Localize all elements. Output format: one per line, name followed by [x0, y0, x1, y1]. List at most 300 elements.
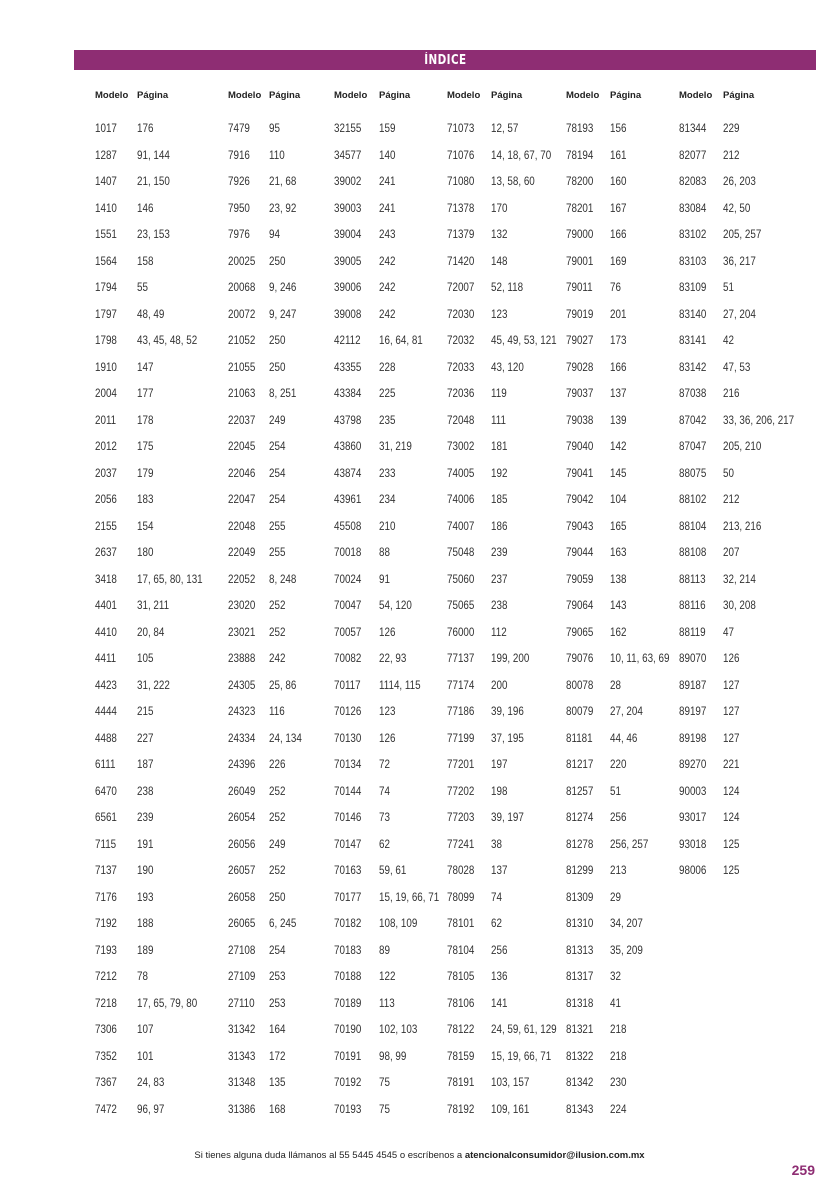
index-row — [95, 996, 217, 1023]
model-number: 24396 — [228, 757, 256, 771]
page-reference: 35, 209 — [610, 942, 643, 957]
page-reference: 190 — [137, 863, 154, 877]
index-row — [447, 1049, 571, 1076]
page-reference: 254 — [269, 942, 286, 957]
index-row — [334, 837, 452, 864]
index-column-4 — [447, 90, 571, 1128]
index-row — [566, 704, 683, 731]
page-reference: 123 — [379, 704, 396, 718]
page-reference: 159 — [379, 121, 396, 135]
page-reference: 238 — [137, 783, 154, 798]
page-header: Página — [610, 90, 642, 101]
model-number: 7367 — [95, 1075, 117, 1089]
index-row — [334, 545, 452, 572]
model-number: 87038 — [679, 386, 707, 400]
page-reference: 218 — [610, 1048, 627, 1063]
index-row — [95, 413, 217, 440]
page-reference: 252 — [269, 863, 286, 877]
page-header: Página — [137, 90, 169, 101]
model-number: 79042 — [566, 492, 594, 506]
page-reference: 250 — [269, 333, 286, 347]
model-number: 74007 — [447, 518, 475, 533]
page-reference: 235 — [379, 412, 396, 427]
page-reference: 140 — [379, 147, 396, 162]
index-row — [95, 307, 217, 334]
index-row — [566, 651, 683, 678]
page-reference: 180 — [137, 545, 154, 559]
model-number: 81344 — [679, 121, 707, 135]
page-reference: 177 — [137, 386, 154, 400]
model-number: 87042 — [679, 412, 707, 427]
page-header: Página — [491, 90, 523, 101]
page-reference: 188 — [137, 916, 154, 930]
page-reference: 201 — [610, 306, 627, 321]
index-row — [566, 439, 683, 466]
page-reference: 205, 210 — [723, 439, 762, 453]
index-row — [566, 121, 683, 148]
model-number: 88075 — [679, 465, 707, 480]
index-row — [447, 757, 571, 784]
index-row — [566, 201, 683, 228]
index-row — [95, 1102, 217, 1129]
index-row — [447, 598, 571, 625]
page-reference: 256 — [610, 810, 627, 824]
model-number: 81313 — [566, 942, 594, 957]
index-row — [566, 625, 683, 652]
page-reference: 31, 219 — [379, 439, 412, 453]
index-row — [447, 572, 571, 599]
model-number: 2037 — [95, 465, 117, 480]
model-number: 26058 — [228, 889, 256, 904]
page-reference: 137 — [491, 863, 508, 877]
model-number: 72033 — [447, 359, 475, 374]
model-number: 89198 — [679, 730, 707, 745]
page-reference: 252 — [269, 624, 286, 639]
page-reference: 254 — [269, 465, 286, 480]
index-row — [228, 413, 309, 440]
model-number: 70144 — [334, 783, 362, 798]
model-number: 26049 — [228, 783, 256, 798]
model-number: 22047 — [228, 492, 256, 506]
page-reference: 165 — [610, 518, 627, 533]
model-number: 4410 — [95, 624, 117, 639]
page-reference: 229 — [723, 121, 740, 135]
index-row — [679, 757, 810, 784]
model-number: 74006 — [447, 492, 475, 506]
model-number: 70024 — [334, 571, 362, 586]
model-number: 70082 — [334, 651, 362, 665]
page-reference: 122 — [379, 969, 396, 983]
page-reference: 162 — [610, 624, 627, 639]
model-number: 88108 — [679, 545, 707, 559]
page-reference: 136 — [491, 969, 508, 983]
model-number: 81278 — [566, 836, 594, 851]
page-reference: 179 — [137, 465, 154, 480]
page-reference: 52, 118 — [491, 280, 524, 294]
page-reference: 39, 197 — [491, 810, 524, 824]
model-number: 32155 — [334, 121, 362, 135]
column-header — [566, 90, 683, 106]
page-header: Página — [269, 90, 301, 101]
model-number: 7926 — [228, 174, 250, 188]
index-row — [679, 545, 810, 572]
page-reference: 110 — [269, 147, 285, 162]
model-number: 81299 — [566, 863, 594, 877]
index-row — [228, 916, 309, 943]
index-row — [95, 174, 217, 201]
index-row — [679, 254, 810, 281]
page-reference: 51 — [610, 783, 621, 798]
index-row — [447, 307, 571, 334]
page-reference: 252 — [269, 783, 286, 798]
page-reference: 1114, 115 — [379, 677, 421, 692]
page-reference: 37, 195 — [491, 730, 524, 745]
model-number: 90003 — [679, 783, 707, 798]
model-number: 79001 — [566, 253, 594, 268]
index-row — [566, 598, 683, 625]
page-reference: 25, 86 — [269, 677, 297, 692]
model-number: 82083 — [679, 174, 707, 188]
index-row — [334, 307, 452, 334]
index-row — [228, 545, 309, 572]
index-row — [566, 360, 683, 387]
page-reference: 9, 247 — [269, 306, 297, 321]
model-number: 24323 — [228, 704, 256, 718]
model-number: 70190 — [334, 1022, 362, 1036]
page-reference: 254 — [269, 439, 286, 453]
index-column-1 — [95, 90, 217, 1128]
model-number: 77137 — [447, 651, 475, 665]
index-row — [228, 254, 309, 281]
index-row — [566, 784, 683, 811]
index-row — [334, 174, 452, 201]
index-row — [95, 757, 217, 784]
model-number: 81318 — [566, 995, 594, 1010]
model-number: 70192 — [334, 1075, 362, 1089]
index-row — [95, 625, 217, 652]
index-row — [334, 625, 452, 652]
index-row — [334, 333, 452, 360]
model-number: 83142 — [679, 359, 707, 374]
page-reference: 111 — [491, 412, 506, 427]
index-row — [228, 863, 309, 890]
model-number: 89197 — [679, 704, 707, 718]
page-reference: 242 — [269, 651, 286, 665]
index-row — [566, 757, 683, 784]
model-number: 78106 — [447, 995, 475, 1010]
model-number: 81310 — [566, 916, 594, 930]
page-reference: 146 — [137, 200, 154, 215]
model-number: 7950 — [228, 200, 250, 215]
model-number: 1287 — [95, 147, 117, 162]
page-reference: 249 — [269, 836, 286, 851]
model-number: 83140 — [679, 306, 707, 321]
index-row — [447, 492, 571, 519]
page-reference: 141 — [491, 995, 508, 1010]
index-row — [228, 280, 309, 307]
page-reference: 166 — [610, 227, 627, 241]
model-number: 70188 — [334, 969, 362, 983]
model-number: 88116 — [679, 598, 706, 612]
index-row — [334, 863, 452, 890]
page-reference: 186 — [491, 518, 508, 533]
model-number: 23021 — [228, 624, 256, 639]
model-header: Modelo — [566, 90, 600, 101]
page-reference: 207 — [723, 545, 740, 559]
page-reference: 51 — [723, 280, 734, 294]
contact-footer — [0, 1150, 839, 1161]
model-number: 71080 — [447, 174, 475, 188]
index-row — [228, 757, 309, 784]
index-row — [566, 519, 683, 546]
page-reference: 108, 109 — [379, 916, 418, 930]
model-number: 78105 — [447, 969, 475, 983]
model-number: 70146 — [334, 810, 362, 824]
page-reference: 39, 196 — [491, 704, 524, 718]
index-row — [447, 890, 571, 917]
index-row — [566, 1075, 683, 1102]
page-reference: 62 — [379, 836, 390, 851]
index-row — [334, 572, 452, 599]
index-row — [566, 731, 683, 758]
model-number: 88102 — [679, 492, 707, 506]
index-row — [95, 466, 217, 493]
index-row — [334, 413, 452, 440]
page-reference: 243 — [379, 227, 396, 241]
index-row — [228, 943, 309, 970]
model-number: 20072 — [228, 306, 256, 321]
model-number: 78192 — [447, 1101, 475, 1116]
model-number: 70126 — [334, 704, 362, 718]
page-reference: 23, 92 — [269, 200, 297, 215]
page-reference: 124 — [723, 810, 740, 824]
model-number: 43798 — [334, 412, 362, 427]
model-number: 7176 — [95, 889, 117, 904]
page-reference: 234 — [379, 492, 396, 506]
index-row — [228, 731, 309, 758]
page-reference: 230 — [610, 1075, 627, 1089]
model-number: 1407 — [95, 174, 117, 188]
page-reference: 24, 59, 61, 129 — [491, 1022, 557, 1036]
model-number: 4411 — [95, 651, 117, 665]
index-row — [334, 678, 452, 705]
index-row — [679, 439, 810, 466]
model-number: 70134 — [334, 757, 362, 771]
index-row — [95, 439, 217, 466]
page-reference: 54, 120 — [379, 598, 412, 612]
index-row — [566, 227, 683, 254]
page-reference: 148 — [491, 253, 508, 268]
index-row — [228, 307, 309, 334]
page-reference: 15, 19, 66, 71 — [491, 1048, 552, 1063]
page-reference: 43, 120 — [491, 359, 524, 374]
index-row — [679, 572, 810, 599]
page-reference: 14, 18, 67, 70 — [491, 147, 552, 162]
index-row — [447, 837, 571, 864]
index-row — [447, 651, 571, 678]
index-row — [334, 996, 452, 1023]
page-reference: 48, 49 — [137, 306, 165, 321]
model-number: 72036 — [447, 386, 475, 400]
model-number: 72032 — [447, 333, 475, 347]
page-reference: 212 — [723, 147, 740, 162]
model-number: 4488 — [95, 730, 117, 745]
page-reference: 237 — [491, 571, 508, 586]
index-row — [228, 148, 309, 175]
model-number: 75048 — [447, 545, 475, 559]
model-number: 7218 — [95, 995, 117, 1010]
index-row — [679, 784, 810, 811]
footer-email[interactable]: atencionalconsumidor@ilusion.com.mx — [464, 1150, 645, 1161]
page-reference: 218 — [610, 1022, 627, 1036]
model-number: 43355 — [334, 359, 362, 374]
model-number: 27108 — [228, 942, 256, 957]
index-row — [228, 572, 309, 599]
index-row — [95, 1049, 217, 1076]
model-number: 22045 — [228, 439, 256, 453]
column-header — [679, 90, 810, 106]
page-reference: 72 — [379, 757, 390, 771]
index-row — [679, 148, 810, 175]
model-number: 1797 — [95, 306, 117, 321]
page-reference: 32 — [610, 969, 621, 983]
index-row — [447, 784, 571, 811]
page-reference: 139 — [610, 412, 627, 427]
model-number: 7192 — [95, 916, 117, 930]
model-number: 7916 — [228, 147, 250, 162]
index-row — [228, 360, 309, 387]
model-number: 70191 — [334, 1048, 362, 1063]
model-number: 79019 — [566, 306, 594, 321]
model-number: 31348 — [228, 1075, 256, 1089]
page-reference: 27, 204 — [610, 704, 643, 718]
page-reference: 160 — [610, 174, 627, 188]
page-reference: 213 — [610, 863, 627, 877]
index-row — [334, 519, 452, 546]
index-row — [334, 1102, 452, 1129]
index-row — [334, 1022, 452, 1049]
page-reference: 221 — [723, 757, 740, 771]
page-reference: 47, 53 — [723, 359, 751, 374]
page-reference: 187 — [137, 757, 154, 771]
index-header-banner — [74, 50, 816, 70]
index-row — [95, 598, 217, 625]
page-reference: 242 — [379, 280, 396, 294]
page-reference: 158 — [137, 253, 154, 268]
page-reference: 8, 251 — [269, 386, 297, 400]
model-number: 78201 — [566, 200, 594, 215]
model-number: 7137 — [95, 863, 117, 877]
page-reference: 113 — [379, 995, 395, 1010]
model-header: Modelo — [95, 90, 129, 101]
model-number: 22049 — [228, 545, 256, 559]
page-reference: 169 — [610, 253, 627, 268]
page-reference: 32, 214 — [723, 571, 756, 586]
page-reference: 9, 246 — [269, 280, 297, 294]
index-row — [95, 890, 217, 917]
index-row — [228, 519, 309, 546]
index-row — [566, 890, 683, 917]
model-number: 39003 — [334, 200, 362, 215]
page-reference: 250 — [269, 359, 286, 374]
model-number: 79065 — [566, 624, 594, 639]
model-number: 6111 — [95, 757, 116, 771]
index-row — [566, 1022, 683, 1049]
model-number: 22037 — [228, 412, 256, 427]
page-reference: 224 — [610, 1101, 627, 1116]
model-header: Modelo — [679, 90, 713, 101]
page-reference: 21, 68 — [269, 174, 297, 188]
model-number: 79000 — [566, 227, 594, 241]
page-reference: 95 — [269, 121, 280, 135]
page-reference: 220 — [610, 757, 627, 771]
index-row — [228, 227, 309, 254]
index-row — [447, 863, 571, 890]
model-number: 39004 — [334, 227, 362, 241]
page-reference: 112 — [491, 624, 507, 639]
page-reference: 103, 157 — [491, 1075, 530, 1089]
page-reference: 125 — [723, 863, 740, 877]
index-row — [679, 280, 810, 307]
page-reference: 167 — [610, 200, 627, 215]
model-header: Modelo — [447, 90, 481, 101]
model-number: 79076 — [566, 651, 594, 665]
model-number: 2637 — [95, 545, 117, 559]
model-number: 26065 — [228, 916, 256, 930]
model-number: 75060 — [447, 571, 475, 586]
model-number: 80078 — [566, 677, 594, 692]
model-number: 83102 — [679, 227, 707, 241]
index-row — [447, 466, 571, 493]
index-row — [566, 333, 683, 360]
index-row — [95, 863, 217, 890]
index-row — [679, 360, 810, 387]
page-reference: 173 — [610, 333, 627, 347]
page-reference: 24, 134 — [269, 730, 302, 745]
model-number: 79011 — [566, 280, 593, 294]
index-row — [566, 863, 683, 890]
page-reference: 242 — [379, 253, 396, 268]
model-number: 7115 — [95, 836, 117, 851]
page-reference: 181 — [491, 439, 508, 453]
index-row — [447, 519, 571, 546]
model-number: 43384 — [334, 386, 362, 400]
model-number: 39006 — [334, 280, 362, 294]
model-number: 81342 — [566, 1075, 594, 1089]
model-number: 70057 — [334, 624, 362, 639]
index-row — [679, 466, 810, 493]
page-reference: 22, 93 — [379, 651, 407, 665]
model-number: 43874 — [334, 465, 362, 480]
page-reference: 116 — [269, 704, 285, 718]
model-number: 77241 — [447, 836, 475, 851]
page-reference: 154 — [137, 518, 154, 533]
model-number: 31343 — [228, 1048, 256, 1063]
page-reference: 28 — [610, 677, 621, 692]
page-reference: 212 — [723, 492, 740, 506]
model-number: 3418 — [95, 571, 117, 586]
column-header — [228, 90, 309, 106]
model-number: 70147 — [334, 836, 362, 851]
model-number: 88104 — [679, 518, 707, 533]
index-row — [566, 916, 683, 943]
model-number: 71420 — [447, 253, 475, 268]
page-reference: 17, 65, 80, 131 — [137, 571, 203, 586]
page-reference: 256 — [491, 942, 508, 957]
page-reference: 75 — [379, 1075, 390, 1089]
index-row — [566, 943, 683, 970]
model-number: 21055 — [228, 359, 256, 374]
